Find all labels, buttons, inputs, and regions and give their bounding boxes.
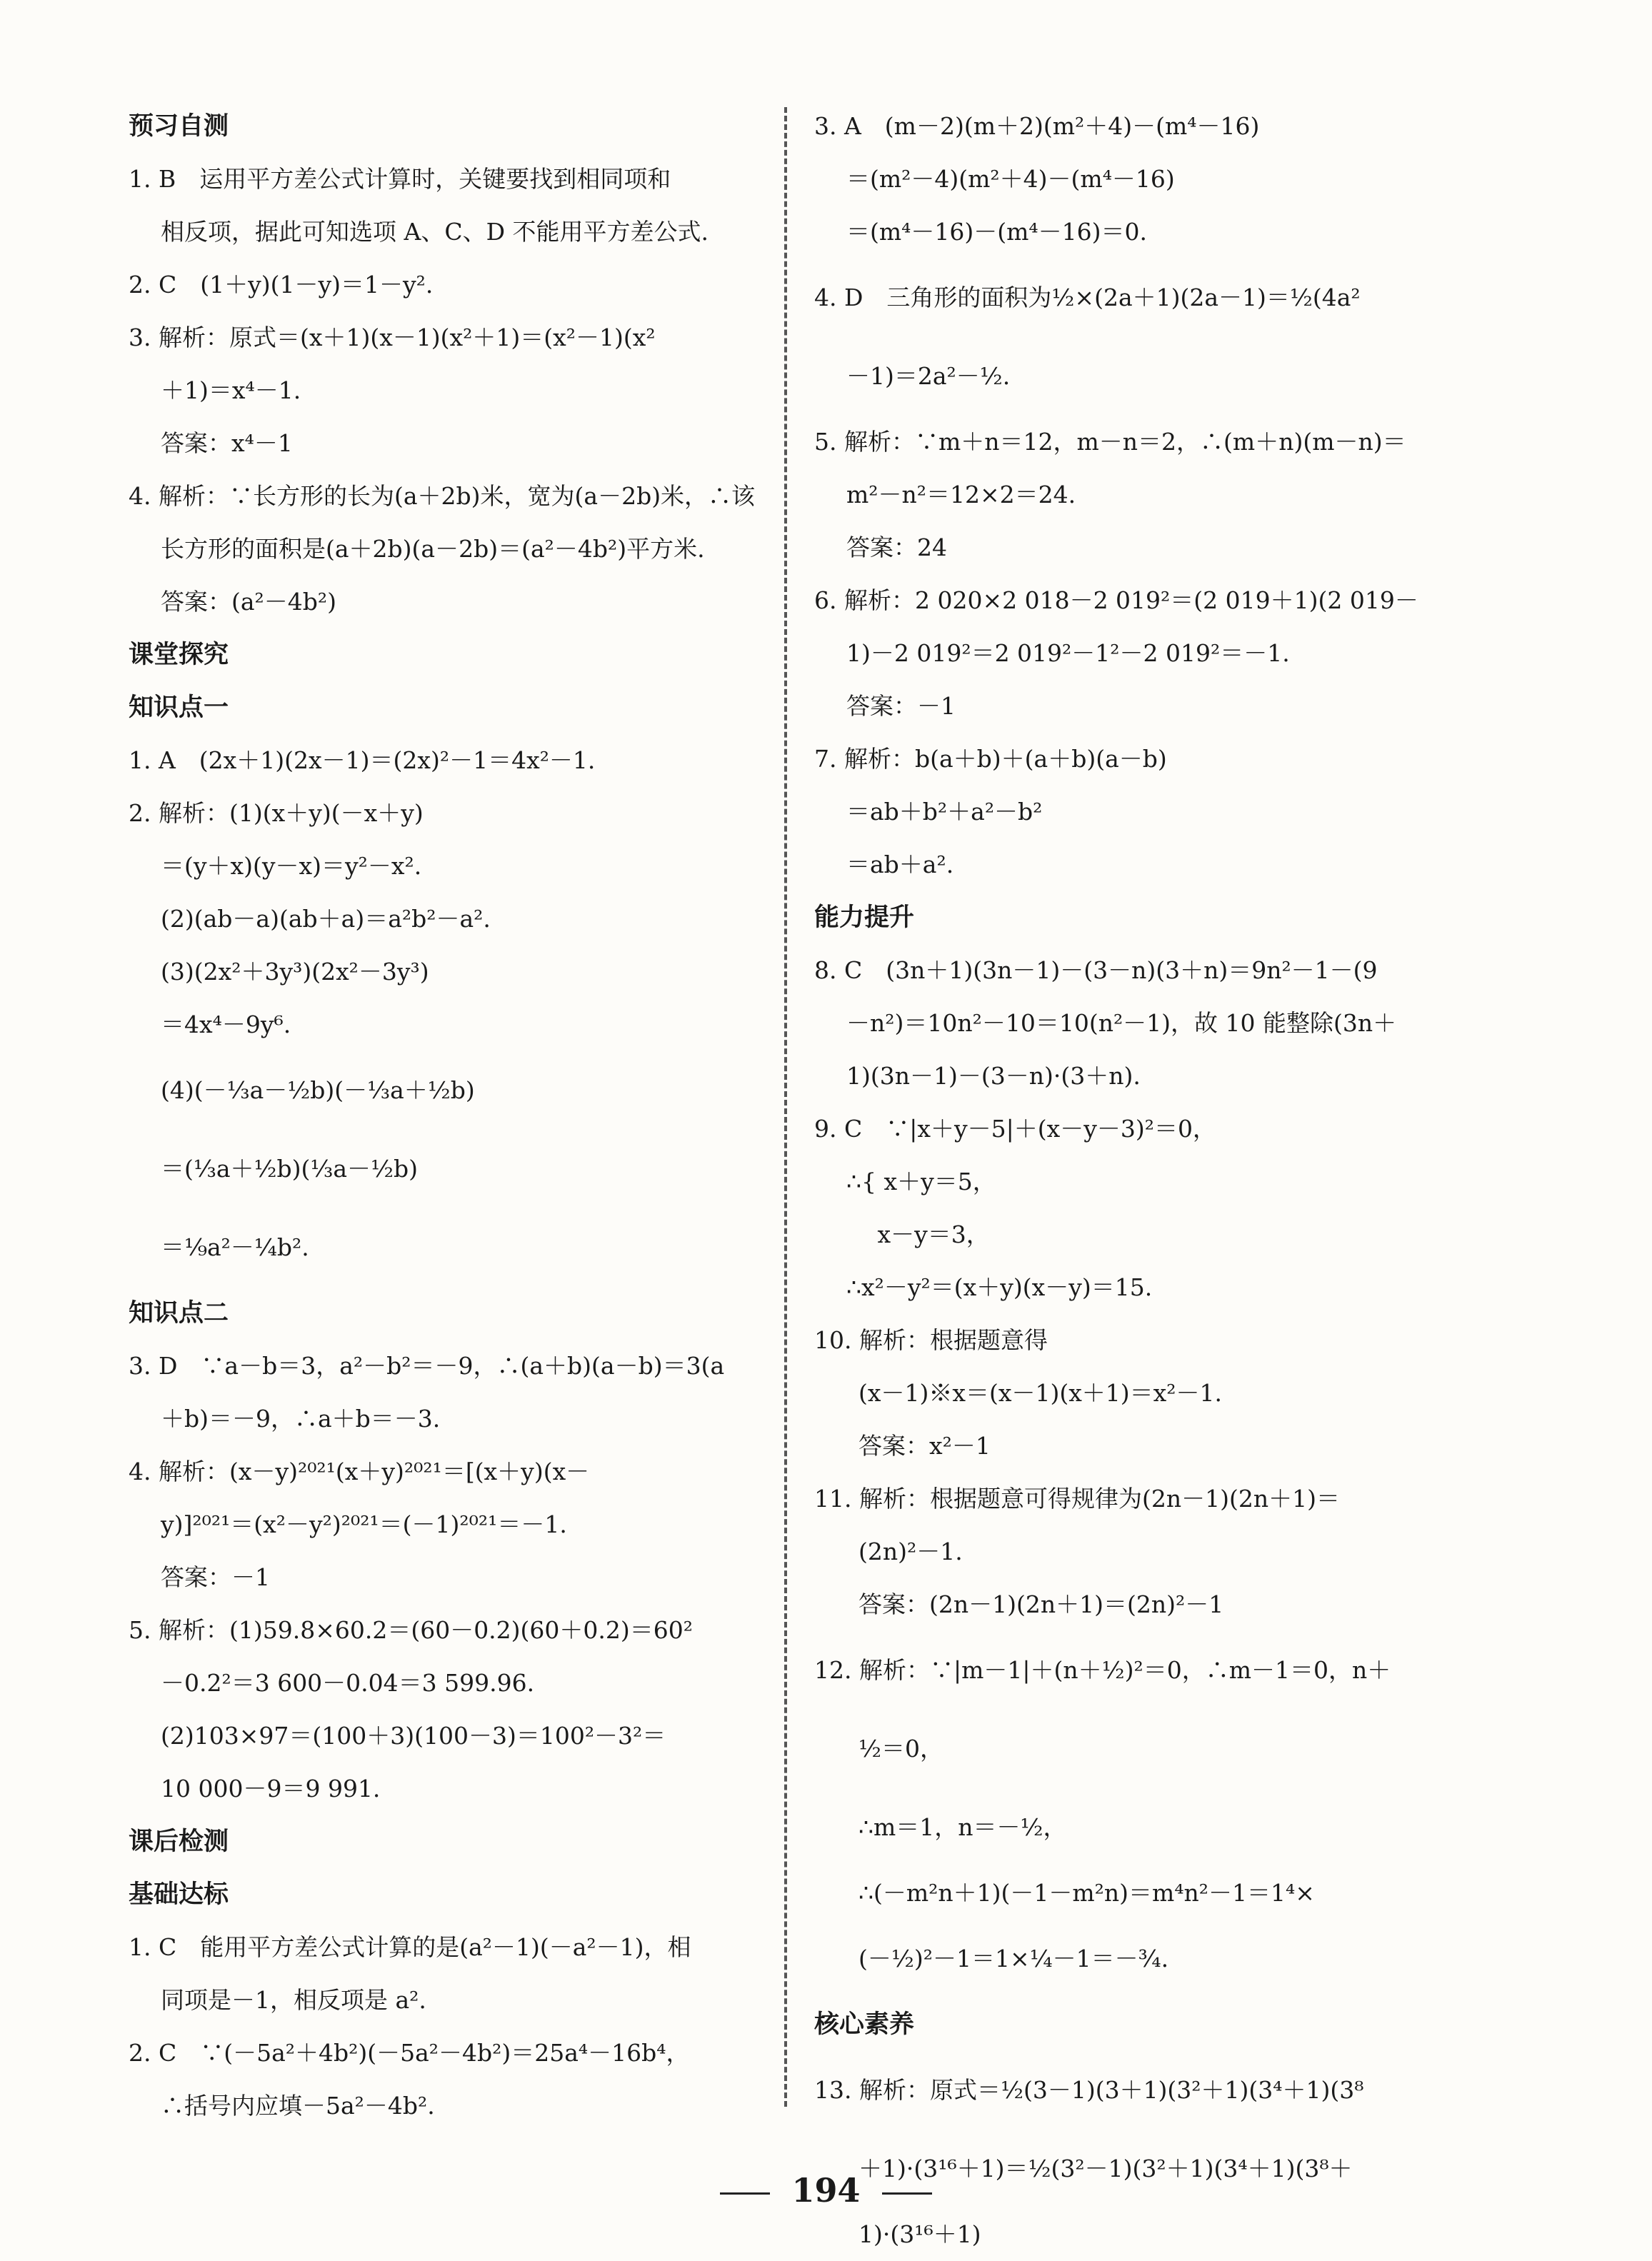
text-line: 1)(3n－1)－(3－n)·(3＋n). (846, 1062, 1141, 1091)
section-heading: 知识点一 (129, 693, 229, 722)
text-line: x－y＝3， (846, 1220, 990, 1249)
text-line: ＝(⅓a＋½b)(⅓a－½b) (161, 1155, 419, 1183)
text-line: ∴x²－y²＝(x＋y)(x－y)＝15. (846, 1273, 1153, 1302)
section-heading: 能力提升 (814, 903, 915, 932)
text-line: 1. A (2x＋1)(2x－1)＝(2x)²－1＝4x²－1. (129, 746, 596, 775)
text-line: 答案：24 (846, 533, 947, 562)
text-line: ∴括号内应填－5a²－4b². (161, 2092, 435, 2120)
text-line: ＝4x⁴－9y⁶. (161, 1011, 291, 1039)
text-line: (2)(ab－a)(ab＋a)＝a²b²－a². (161, 905, 491, 933)
text-line: ∴{ x＋y＝5， (846, 1168, 996, 1196)
text-line: ＋1)＝x⁴－1. (161, 376, 301, 405)
text-line: 4. D 三角形的面积为½×(2a＋1)(2a－1)＝½(4a² (814, 284, 1361, 312)
page-dash-left (720, 2192, 770, 2195)
section-heading: 课堂探究 (129, 641, 229, 669)
text-line: m²－n²＝12×2＝24. (846, 481, 1076, 509)
section-heading: 预习自测 (129, 112, 229, 141)
page-dash-right (882, 2192, 932, 2195)
text-line: (x－1)※x＝(x－1)(x＋1)＝x²－1. (858, 1379, 1223, 1408)
section-heading: 基础达标 (129, 1880, 229, 1909)
section-heading: 核心素养 (814, 2010, 915, 2039)
text-line: ＋1)·(3¹⁶＋1)＝½(3²－1)(3²＋1)(3⁴＋1)(3⁸＋ (858, 2155, 1353, 2183)
section-heading: 课后检测 (129, 1828, 229, 1856)
text-line: 答案：(a²－4b²) (161, 588, 337, 616)
text-line: 3. D ∵a－b＝3，a²－b²＝－9，∴(a＋b)(a－b)＝3(a (129, 1352, 725, 1380)
section-heading: 知识点二 (129, 1299, 229, 1328)
text-line: y)]²⁰²¹＝(x²－y²)²⁰²¹＝(－1)²⁰²¹＝－1. (161, 1510, 567, 1539)
text-line: 答案：x⁴－1 (161, 429, 293, 458)
text-line: 4. 解析：(x－y)²⁰²¹(x＋y)²⁰²¹＝[(x＋y)(x－ (129, 1458, 590, 1486)
text-line: ＝⅑a²－¼b². (161, 1233, 309, 1262)
text-line: ∴m＝1，n＝－½， (858, 1813, 1067, 1842)
text-line: 答案：－1 (161, 1563, 270, 1592)
left-column (129, 100, 771, 2132)
text-line: ＝ab＋b²＋a²－b² (846, 798, 1043, 826)
text-line: 1. C 能用平方差公式计算的是(a²－1)(－a²－1)，相 (129, 1933, 691, 1962)
page-number-text: 194 (791, 2171, 861, 2210)
right-column (814, 100, 1457, 2261)
text-line: ＝(m⁴－16)－(m⁴－16)＝0. (846, 218, 1148, 246)
text-line: 10 000－9＝9 991. (161, 1775, 381, 1803)
text-line: 同项是－1，相反项是 a². (161, 1986, 426, 2015)
text-line: 6. 解析：2 020×2 018－2 019²＝(2 019＋1)(2 019－ (814, 586, 1418, 615)
text-line: 长方形的面积是(a＋2b)(a－2b)＝(a²－4b²)平方米. (161, 535, 705, 563)
text-line: －1)＝2a²－½. (846, 362, 1011, 391)
text-line: 1. B 运用平方差公式计算时，关键要找到相同项和 (129, 165, 671, 194)
text-line: 2. 解析：(1)(x＋y)(－x＋y) (129, 799, 424, 828)
text-line: 10. 解析：根据题意得 (814, 1326, 1048, 1355)
text-line: 12. 解析：∵|m－1|＋(n＋½)²＝0，∴m－1＝0，n＋ (814, 1656, 1391, 1685)
text-line: (2)103×97＝(100＋3)(100－3)＝100²－3²＝ (161, 1722, 666, 1750)
text-line: 9. C ∵|x＋y－5|＋(x－y－3)²＝0， (814, 1115, 1216, 1143)
text-line: 5. 解析：(1)59.8×60.2＝(60－0.2)(60＋0.2)＝60² (129, 1616, 693, 1645)
text-line: ＝ab＋a². (846, 851, 954, 879)
text-line: ∴(－m²n＋1)(－1－m²n)＝m⁴n²－1＝1⁴× (858, 1879, 1315, 1907)
text-line: －0.2²＝3 600－0.04＝3 599.96. (161, 1669, 535, 1698)
text-line: 答案：x²－1 (858, 1432, 991, 1460)
text-line: 1)－2 019²＝2 019²－1²－2 019²＝－1. (846, 639, 1290, 668)
text-line: ½＝0， (858, 1735, 943, 1763)
text-line: 答案：(2n－1)(2n＋1)＝(2n)²－1 (858, 1590, 1224, 1619)
text-line: 1)·(3¹⁶＋1) (858, 2220, 981, 2249)
text-line: 11. 解析：根据题意可得规律为(2n－1)(2n＋1)＝ (814, 1485, 1340, 1513)
text-line: －n²)＝10n²－10＝10(n²－1)，故 10 能整除(3n＋ (846, 1009, 1397, 1038)
text-line: 8. C (3n＋1)(3n－1)－(3－n)(3＋n)＝9n²－1－(9 (814, 956, 1378, 985)
page-number (0, 2171, 1652, 2210)
text-line: 3. 解析：原式＝(x＋1)(x－1)(x²＋1)＝(x²－1)(x² (129, 324, 656, 352)
text-line: 相反项，据此可知选项 A、C、D 不能用平方差公式. (161, 218, 709, 246)
text-line: 4. 解析：∵长方形的长为(a＋2b)米，宽为(a－2b)米，∴该 (129, 482, 756, 511)
text-line: (4)(－⅓a－½b)(－⅓a＋½b) (161, 1076, 475, 1105)
text-line: 13. 解析：原式＝½(3－1)(3＋1)(3²＋1)(3⁴＋1)(3⁸ (814, 2076, 1364, 2105)
text-line: 7. 解析：b(a＋b)＋(a＋b)(a－b) (814, 745, 1167, 773)
text-line: (－½)²－1＝1×¼－1＝－¾. (858, 1945, 1169, 1973)
text-line: 2. C ∵(－5a²＋4b²)(－5a²－4b²)＝25a⁴－16b⁴， (129, 2039, 690, 2067)
text-line: 答案：－1 (846, 692, 956, 721)
text-line: 2. C (1＋y)(1－y)＝1－y². (129, 271, 434, 299)
text-line: 3. A (m－2)(m＋2)(m²＋4)－(m⁴－16) (814, 112, 1260, 141)
text-line: ＋b)＝－9，∴a＋b＝－3. (161, 1405, 441, 1433)
column-divider (784, 107, 787, 2107)
text-line: ＝(m²－4)(m²＋4)－(m⁴－16) (846, 165, 1175, 194)
text-line: (2n)²－1. (858, 1538, 963, 1566)
text-line: (3)(2x²＋3y³)(2x²－3y³) (161, 958, 429, 986)
text-line: 5. 解析：∵m＋n＝12，m－n＝2，∴(m＋n)(m－n)＝ (814, 428, 1406, 456)
text-line: ＝(y＋x)(y－x)＝y²－x². (161, 852, 422, 881)
